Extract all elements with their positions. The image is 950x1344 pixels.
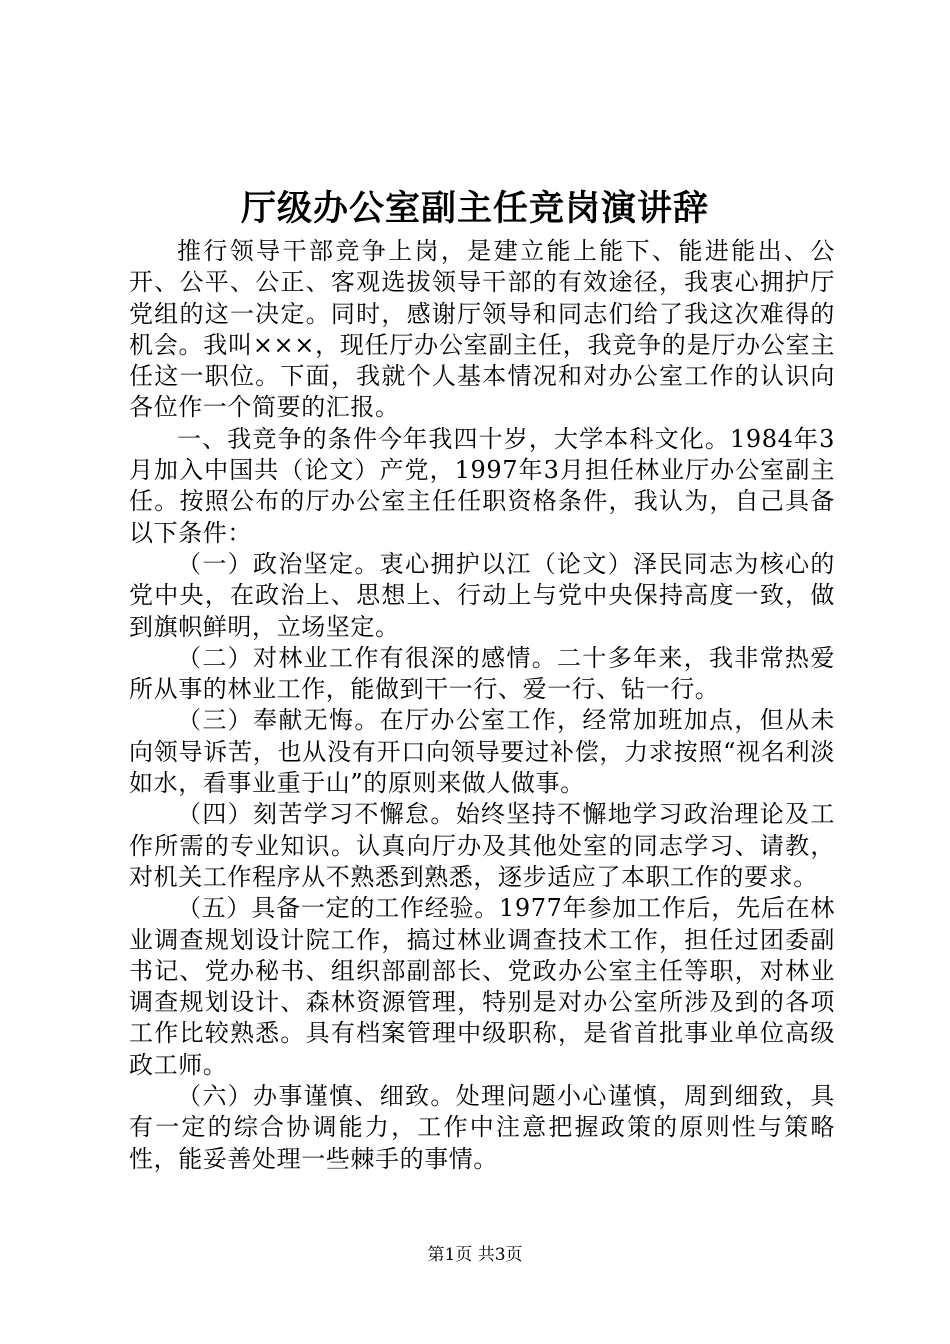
document-body bbox=[129, 236, 835, 1175]
paragraph-condition-5: （五）具备一定的工作经验。1977年参加工作后，先后在林业调查规划设计院工作，搞过林业调查技术工作，担任过团委副书记、党办秘书、组织部副部长、党政办公室主任等职，对林业调查规划设计、森林资源管理，特别是对办公室所涉及到的各项工作比较熟悉。具有档案管理中级职称，是省首批事业单位高级政工师。 bbox=[129, 894, 835, 1079]
page-number-footer: 第1页 共3页 bbox=[427, 1245, 523, 1265]
paragraph-condition-4: （四）刻苦学习不懈怠。始终坚持不懈地学习政治理论及工作所需的专业知识。认真向厅办及其他处室的同志学习、请教，对机关工作程序从不熟悉到熟悉，逐步适应了本职工作的要求。 bbox=[129, 800, 835, 891]
paragraph-intro: 推行领导干部竞争上岗，是建立能上能下、能进能出、公开、公平、公正、客观选拔领导干部的有效途径，我衷心拥护厅党组的这一决定。同时，感谢厅领导和同志们给了我这次难得的机会。我叫×××，现任厅办公室副主任，我竞争的是厅办公室主任这一职位。下面，我就个人基本情况和对办公室工作的认识向各位作一个简要的汇报。 bbox=[129, 237, 835, 422]
paragraph-condition-2: （二）对林业工作有很深的感情。二十多年来，我非常热爱所从事的林业工作，能做到干一行、爱一行、钻一行。 bbox=[129, 643, 835, 704]
paragraph-condition-1: （一）政治坚定。衷心拥护以江（论文）泽民同志为核心的党中央，在政治上、思想上、行动上与党中央保持高度一致，做到旗帜鲜明，立场坚定。 bbox=[129, 549, 835, 641]
document-title: 厅级办公室副主任竞岗演讲辞 bbox=[240, 188, 709, 229]
paragraph-conditions-heading: 一、我竞争的条件今年我四十岁，大学本科文化。1984年3月加入中国共（论文）产党，1997年3月担任林业厅办公室副主任。按照公布的厅办公室主任任职资格条件，我认为，自己具备以下条件： bbox=[129, 424, 835, 547]
paragraph-condition-3: （三）奉献无悔。在厅办公室工作，经常加班加点，但从未向领导诉苦，也从没有开口向领导要过补偿，力求按照“视名利淡如水，看事业重于山”的原则来做人做事。 bbox=[129, 706, 835, 798]
paragraph-condition-6: （六）办事谨慎、细致。处理问题小心谨慎，周到细致，具有一定的综合协调能力，工作中注意把握政策的原则性与策略性，能妥善处理一些棘手的事情。 bbox=[129, 1082, 835, 1173]
